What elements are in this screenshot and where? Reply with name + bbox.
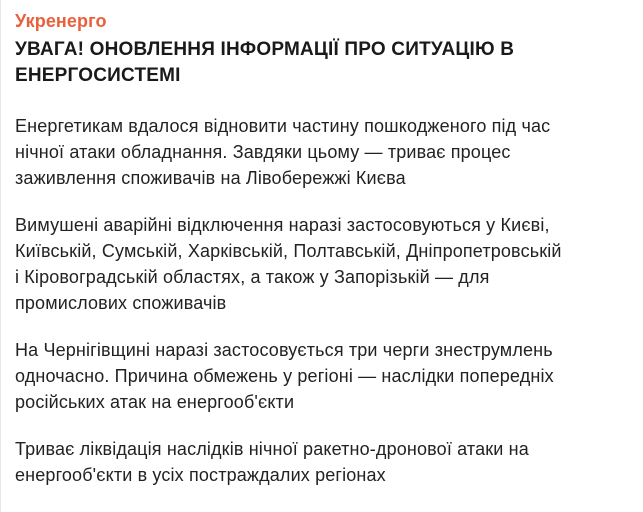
paragraph-line: На Чернігівщині наразі застосовується три черги знеструмлень: [15, 340, 553, 360]
paragraph-line: російських атак на енергооб'єкти: [15, 392, 295, 412]
paragraph-line: заживлення споживачів на Лівобережжі Києва: [15, 168, 406, 188]
paragraph-line: і Кіровоградській областях, а також у Запорізькій — для: [15, 267, 490, 287]
headline-line: УВАГА! ОНОВЛЕННЯ ІНФОРМАЦІЇ ПРО СИТУАЦІЮ В: [15, 39, 515, 60]
paragraph-line: енергооб'єкти в усіх постраждалих регіонах: [15, 465, 386, 485]
paragraph-line: Вимушені аварійні відключення наразі застосовуються у Києві,: [15, 215, 550, 235]
paragraph-line: Енергетикам вдалося відновити частину пошкодженого під час: [15, 116, 551, 136]
message-headline: [15, 37, 629, 89]
paragraph-line: нічної атаки обладнання. Завдяки цьому — триває процес: [15, 142, 511, 162]
message-paragraph: [15, 436, 629, 488]
message-paragraph: [15, 212, 629, 316]
paragraph-line: промислових споживачів: [15, 293, 227, 313]
paragraph-line: Триває ліквідація наслідків нічної ракетно-дронової атаки на: [15, 439, 529, 459]
message-paragraph: [15, 113, 629, 191]
channel-name-link[interactable]: Укренерго: [15, 11, 107, 31]
headline-line: ЕНЕРГОСИСТЕМІ: [15, 65, 181, 86]
paragraph-line: одночасно. Причина обмежень у регіоні — наслідки попередніх: [15, 366, 554, 386]
message-paragraph: [15, 337, 629, 415]
paragraph-line: Київській, Сумській, Харківській, Полтавській, Дніпропетровській: [15, 241, 562, 261]
